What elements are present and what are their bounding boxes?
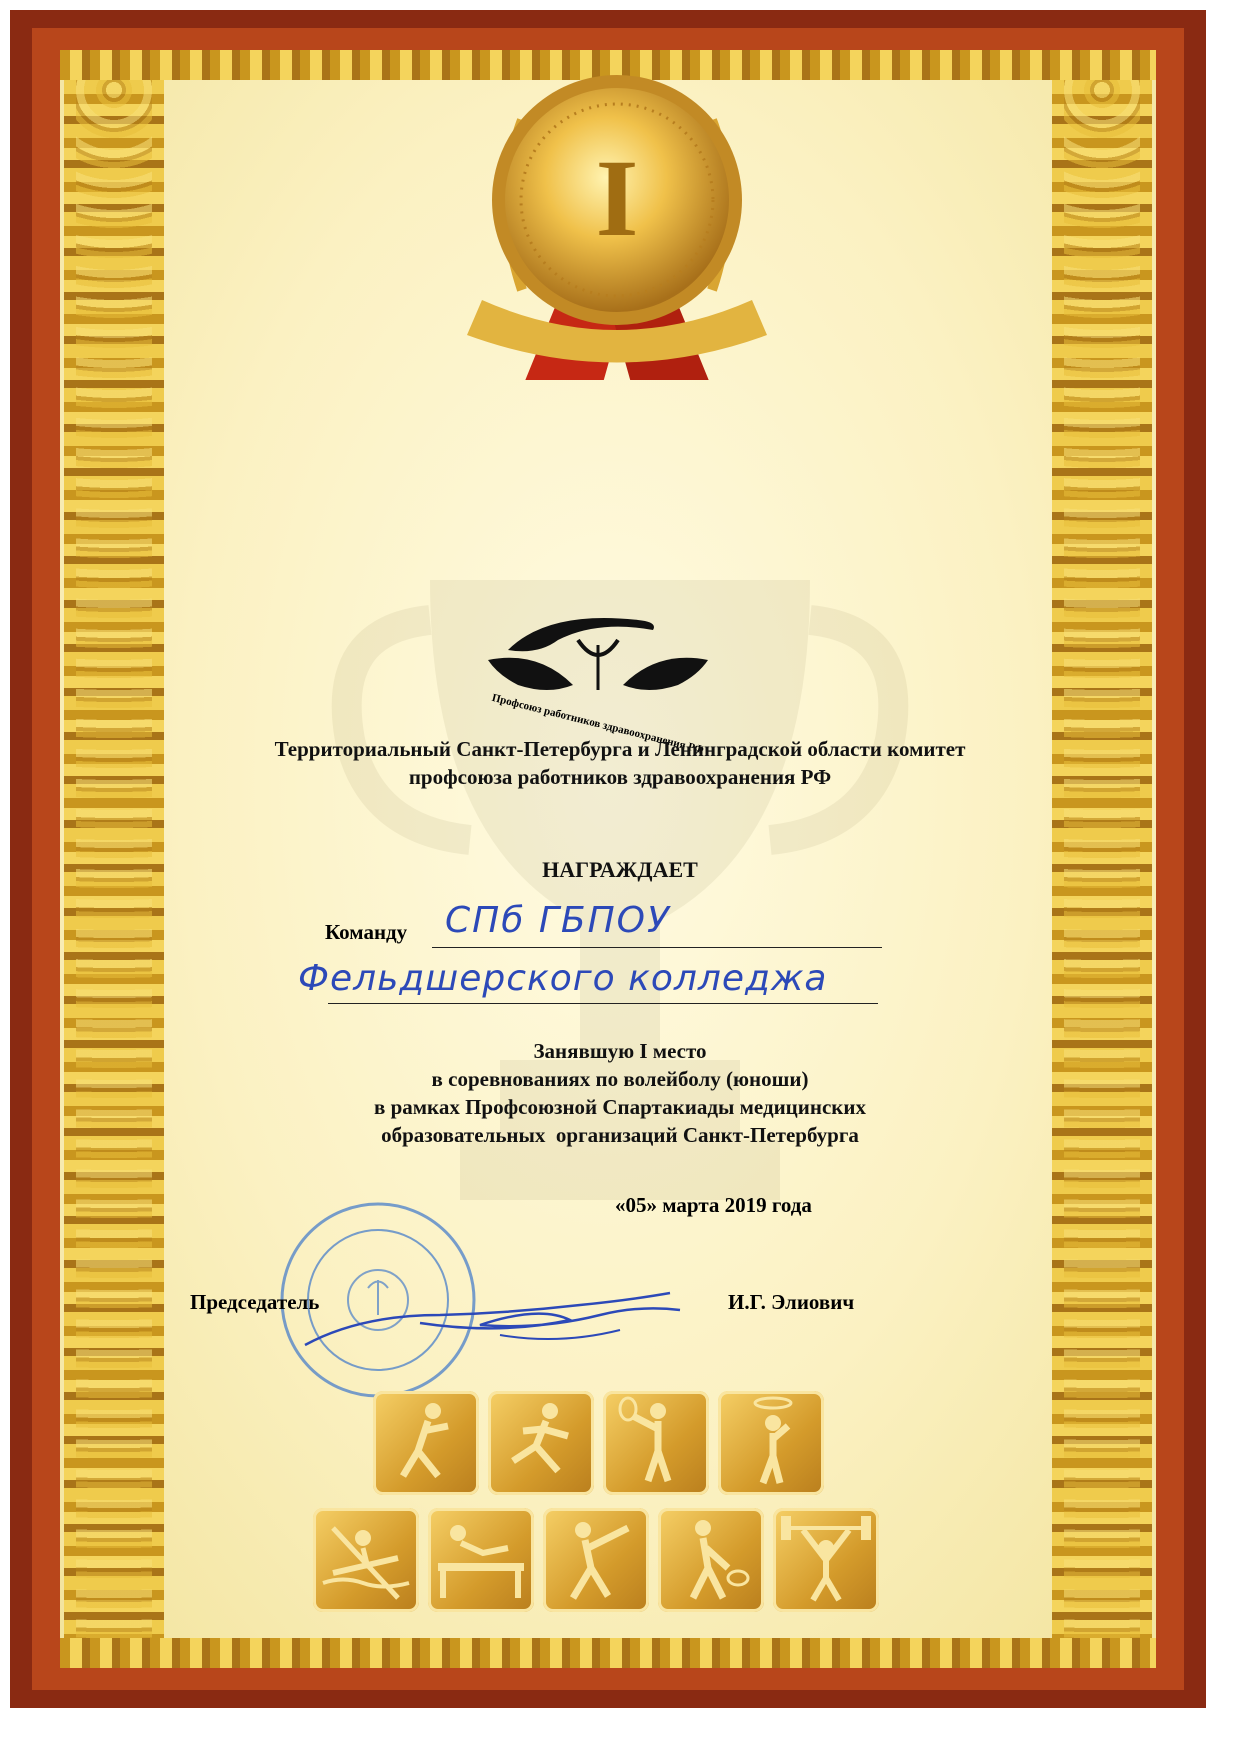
issuer-line-2: профсоюза работников здравоохранения РФ <box>408 765 832 789</box>
weightlifting-icon <box>773 1508 879 1612</box>
runner-icon <box>488 1391 594 1495</box>
recipient-handwritten-2: Фельдшерского колледжа <box>298 958 828 999</box>
rowing-icon <box>313 1508 419 1612</box>
achievement-line-1: Занявшую I место <box>533 1039 707 1063</box>
recipient-handwritten-1: СПб ГБПОУ <box>445 900 671 941</box>
signatory-role: Председатель <box>190 1290 320 1314</box>
award-date: «05» марта 2019 года <box>615 1193 812 1217</box>
gold-medal-icon <box>452 60 782 380</box>
achievement-line-3: в рамках Профсоюзной Спартакиады медицинских <box>373 1095 866 1119</box>
basketball-icon <box>718 1391 824 1495</box>
discus-icon <box>373 1391 479 1495</box>
signatory-name: И.Г. Элиович <box>728 1290 855 1314</box>
recipient-label: Команду <box>325 920 408 944</box>
logo-caption: Профсоюз работников здравоохранения РФ <box>490 691 706 757</box>
award-heading: НАГРАЖДАЕТ <box>542 857 698 882</box>
achievement-line-2: в соревнованиях по волейболу (юноши) <box>431 1067 809 1091</box>
issuer-line-1: Территориальный Санкт-Петербурга и Ленинградской области комитет <box>274 737 966 761</box>
handwritten-signature <box>300 1275 720 1355</box>
medal-numeral: I <box>595 137 639 259</box>
recipient-underline-1 <box>432 947 882 948</box>
tennis-icon <box>603 1391 709 1495</box>
badminton-icon <box>658 1508 764 1612</box>
martial-arts-icon <box>543 1508 649 1612</box>
table-tennis-icon <box>428 1508 534 1612</box>
recipient-underline-2 <box>328 1003 878 1004</box>
achievement-line-4: образовательных организаций Санкт-Петербурга <box>381 1123 859 1147</box>
